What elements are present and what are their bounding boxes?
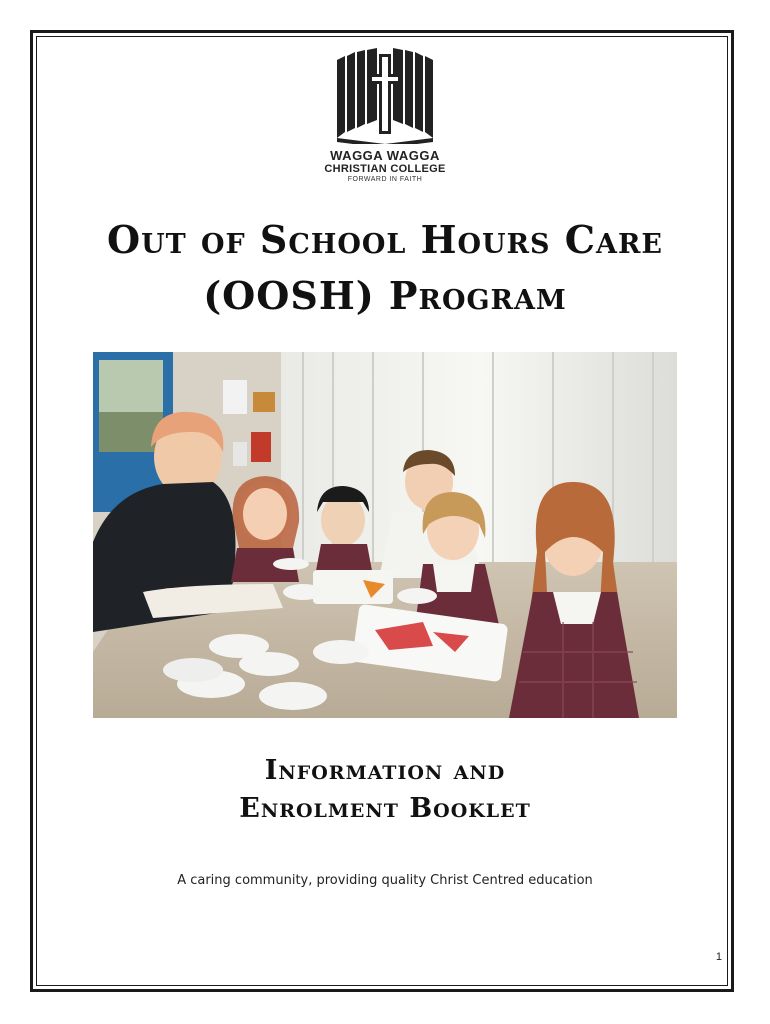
cover-photo [93,352,677,718]
logo-motto: FORWARD IN FAITH [347,176,423,183]
title-line1: Out of School Hours Care [107,217,663,262]
title-line2: (OOSH) Program [203,273,567,318]
book-cross-icon [333,48,437,144]
children-at-table-image [93,352,677,718]
tagline: A caring community, providing quality Christ Centred education [177,873,593,888]
page-title [40,212,730,324]
page-number: 1 [715,951,722,963]
logo-name-line1: WAGGA WAGGA [330,148,440,163]
subtitle-line1: Information and [264,755,506,786]
booklet-subtitle [40,752,730,828]
logo-name-line2: CHRISTIAN COLLEGE [324,163,446,175]
subtitle-line2: Enrolment Booklet [239,793,531,824]
college-logo [300,48,470,183]
